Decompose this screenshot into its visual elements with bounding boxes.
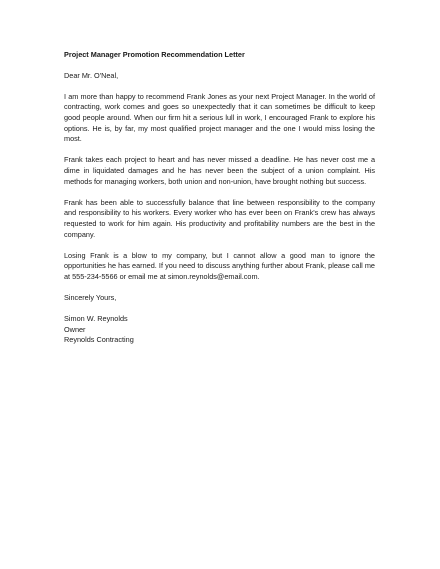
letter-paragraph-1: I am more than happy to recommend Frank Jones as your next Project Manager. In the world of contracting, work comes and goes so unexpectedly that it can sometimes be difficult to keep good people around. When our firm hit a serious lull in work, I encouraged Frank to explore his options. He is, by far, my most qualified project manager and the one I would miss losing the most. bbox=[64, 91, 375, 144]
signature-name: Simon W. Reynolds bbox=[64, 314, 128, 324]
letter-closing: Sincerely Yours, bbox=[64, 293, 117, 303]
letter-body bbox=[64, 50, 375, 346]
letter-paragraph-4: Losing Frank is a blow to my company, but I cannot allow a good man to ignore the opportunities he has earned. If you need to discuss anything further about Frank, please call me at 555-234-5566 or email me at simon.reynolds@email.com. bbox=[64, 250, 375, 281]
letter-title: Project Manager Promotion Recommendation Letter bbox=[64, 50, 245, 59]
signature-role: Owner bbox=[64, 324, 86, 334]
letter-paragraph-2: Frank takes each project to heart and has never missed a deadline. He has never cost me a dime in liquidated damages and he has never been the subject of a union complaint. His methods for managing workers, both union and non-union, have brought nothing but success. bbox=[64, 155, 375, 186]
letter-paragraph-3: Frank has been able to successfully balance that line between responsibility to the company and responsibility to his workers. Every worker who has ever been on Frank's crew has always requested to work for him again. His productivity and profitability numbers are the best in the company. bbox=[64, 197, 375, 239]
letter-salutation: Dear Mr. O'Neal, bbox=[64, 70, 119, 80]
signature-company: Reynolds Contracting bbox=[64, 335, 134, 345]
